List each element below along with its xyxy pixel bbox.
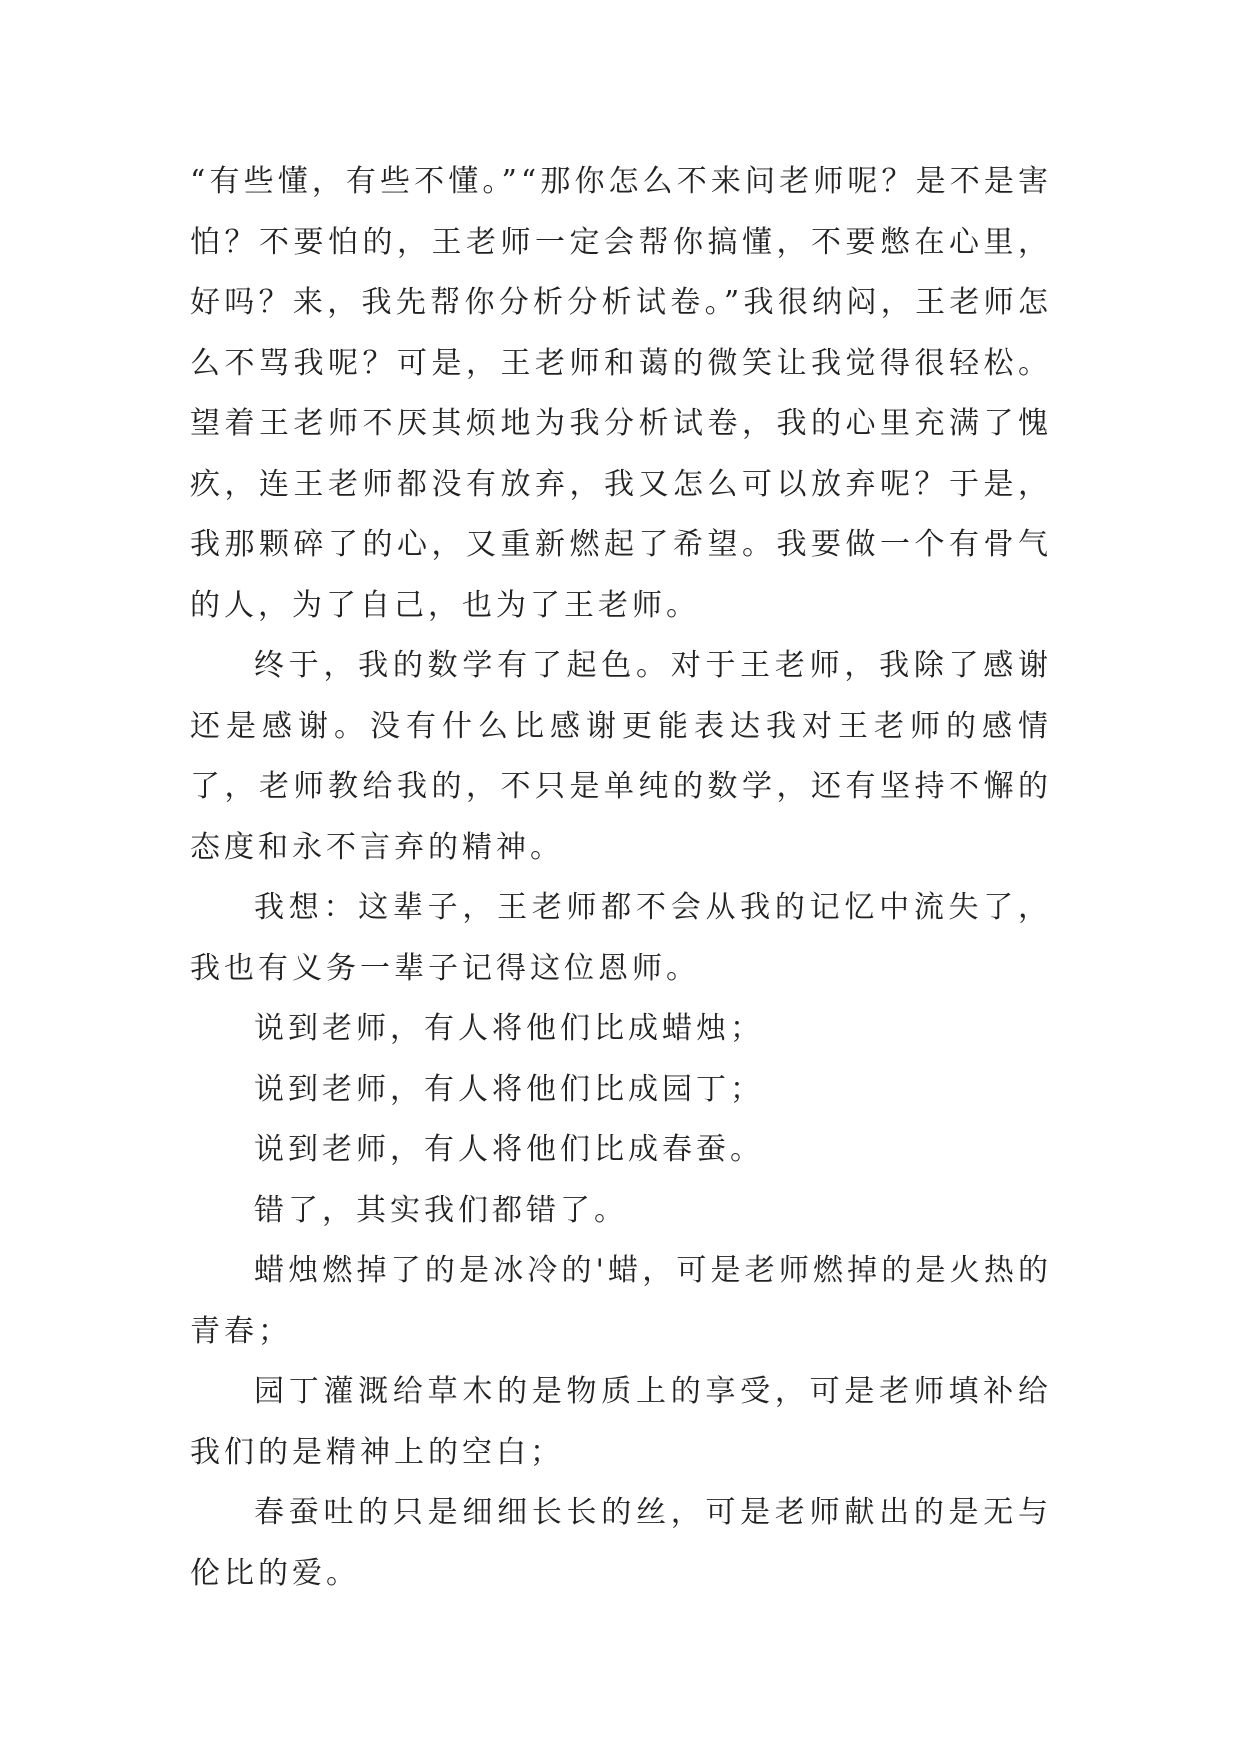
paragraph-9: 园丁灌溉给草木的是物质上的享受，可是老师填补给我们的是精神上的空白； [190, 1374, 1052, 1470]
paragraph-3: 我想：这辈子，王老师都不会从我的记忆中流失了，我也有义务一辈子记得这位恩师。 [190, 890, 1052, 986]
paragraph-2: 终于，我的数学有了起色。对于王老师，我除了感谢还是感谢。没有什么比感谢更能表达我对王老师的感情了，老师教给我的，不只是单纯的数学，还有坚持不懈的态度和永不言弃的精神。 [190, 648, 1052, 865]
paragraph-5: 说到老师，有人将他们比成园丁； [254, 1071, 764, 1107]
paragraph-1: “有些懂，有些不懂。”“那你怎么不来问老师呢？是不是害怕？不要怕的，王老师一定会帮你搞懂，不要憋在心里，好吗？来，我先帮你分析分析试卷。”我很纳闷，王老师怎么不骂我呢？可是，王老师和蔼的微笑让我觉得很轻松。望着王老师不厌其烦地为我分析试卷，我的心里充满了愧疚，连王老师都没有放弃，我又怎么可以放弃呢？于是，我那颗碎了的心，又重新燃起了希望。我要做一个有骨气的人，为了自己，也为了王老师。 [190, 164, 1052, 623]
paragraph-6: 说到老师，有人将他们比成春蚕。 [254, 1132, 764, 1167]
document-body [190, 152, 1052, 1604]
paragraph-7: 错了，其实我们都错了。 [254, 1192, 628, 1228]
paragraph-8: 蜡烛燃掉了的是冰冷的'蜡，可是老师燃掉的是火热的青春； [190, 1253, 1052, 1349]
paragraph-10: 春蚕吐的只是细细长长的丝，可是老师献出的是无与伦比的爱。 [190, 1495, 1052, 1591]
paragraph-4: 说到老师，有人将他们比成蜡烛； [254, 1011, 764, 1046]
